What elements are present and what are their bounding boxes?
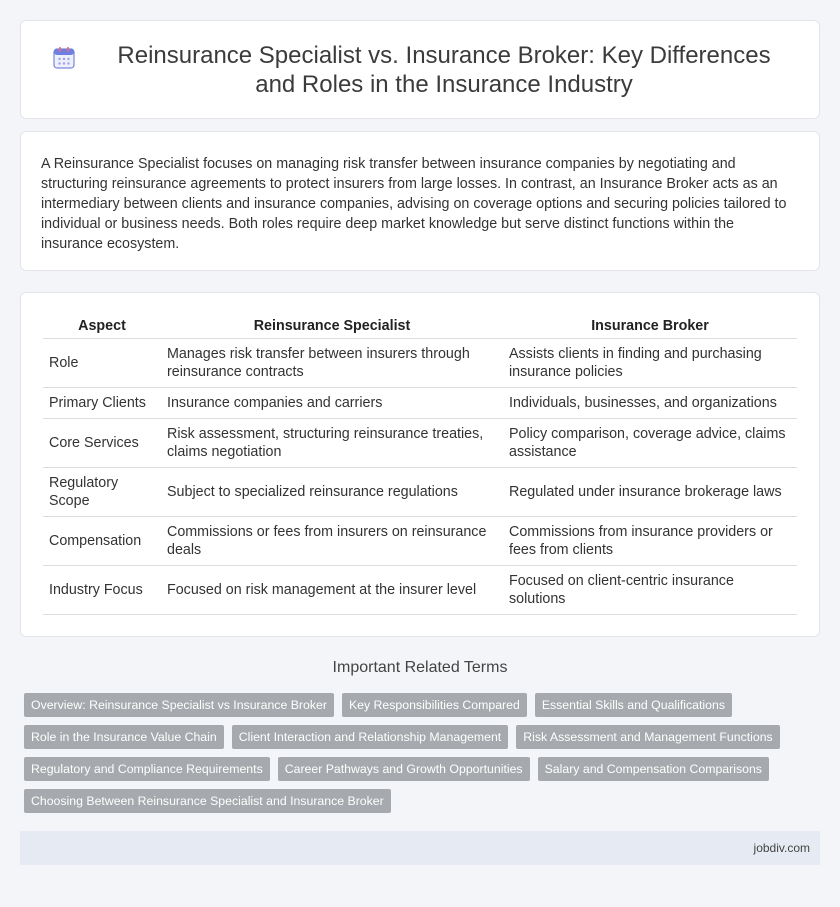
header-insurance-broker: Insurance Broker <box>503 315 797 339</box>
related-term-tag[interactable]: Role in the Insurance Value Chain <box>24 725 224 749</box>
table-row <box>43 419 797 468</box>
table-row <box>43 388 797 419</box>
related-term-tag[interactable]: Key Responsibilities Compared <box>342 693 527 717</box>
related-term-tag[interactable]: Choosing Between Reinsurance Specialist and Insurance Broker <box>24 789 391 813</box>
footer-site-link[interactable]: jobdiv.com <box>753 841 810 855</box>
page-header <box>20 20 820 119</box>
table-header-row <box>43 315 797 339</box>
header-reinsurance-specialist: Reinsurance Specialist <box>161 315 503 339</box>
cell-broker: Individuals, businesses, and organizations <box>503 388 797 419</box>
cell-aspect: Compensation <box>43 517 161 566</box>
related-term-tag[interactable]: Overview: Reinsurance Specialist vs Insurance Broker <box>24 693 334 717</box>
table-row <box>43 339 797 388</box>
table-row <box>43 517 797 566</box>
table-row <box>43 566 797 615</box>
cell-aspect: Core Services <box>43 419 161 468</box>
footer <box>20 831 820 865</box>
cell-reinsurance: Risk assessment, structuring reinsurance treaties, claims negotiation <box>161 419 503 468</box>
comparison-card <box>20 292 820 637</box>
table-row <box>43 468 797 517</box>
cell-broker: Commissions from insurance providers or fees from clients <box>503 517 797 566</box>
cell-reinsurance: Subject to specialized reinsurance regulations <box>161 468 503 517</box>
related-term-tag[interactable]: Career Pathways and Growth Opportunities <box>278 757 530 781</box>
related-term-tag[interactable]: Regulatory and Compliance Requirements <box>24 757 270 781</box>
cell-aspect: Regulatory Scope <box>43 468 161 517</box>
comparison-table <box>43 315 797 615</box>
intro-card <box>20 131 820 271</box>
related-term-tag[interactable]: Client Interaction and Relationship Management <box>232 725 509 749</box>
intro-text: A Reinsurance Specialist focuses on managing risk transfer between insurance companies by negotiating and structuring reinsurance agreements to protect insurers from large losses. In contrast, an Insurance Broker acts as an intermediary between clients and insurance companies, advising on coverage options and securing policies tailored to individual or business needs. Both roles require deep market knowledge but serve distinct functions within the insurance ecosystem. <box>41 156 787 252</box>
cell-aspect: Primary Clients <box>43 388 161 419</box>
cell-broker: Regulated under insurance brokerage laws <box>503 468 797 517</box>
cell-broker: Focused on client-centric insurance solutions <box>503 566 797 615</box>
cell-reinsurance: Focused on risk management at the insurer level <box>161 566 503 615</box>
cell-reinsurance: Manages risk transfer between insurers through reinsurance contracts <box>161 339 503 388</box>
page-title: Reinsurance Specialist vs. Insurance Broker: Key Differences and Roles in the Insurance Industry <box>117 41 771 98</box>
cell-broker: Assists clients in finding and purchasing insurance policies <box>503 339 797 388</box>
related-term-tag[interactable]: Risk Assessment and Management Functions <box>516 725 779 749</box>
cell-aspect: Industry Focus <box>43 566 161 615</box>
cell-aspect: Role <box>43 339 161 388</box>
cell-broker: Policy comparison, coverage advice, claims assistance <box>503 419 797 468</box>
related-term-tag[interactable]: Salary and Compensation Comparisons <box>538 757 769 781</box>
cell-reinsurance: Commissions or fees from insurers on reinsurance deals <box>161 517 503 566</box>
related-terms-title: Important Related Terms <box>332 659 508 676</box>
calendar-icon <box>51 45 77 71</box>
related-terms-list <box>24 693 820 821</box>
header-aspect: Aspect <box>43 315 161 339</box>
cell-reinsurance: Insurance companies and carriers <box>161 388 503 419</box>
related-term-tag[interactable]: Essential Skills and Qualifications <box>535 693 732 717</box>
